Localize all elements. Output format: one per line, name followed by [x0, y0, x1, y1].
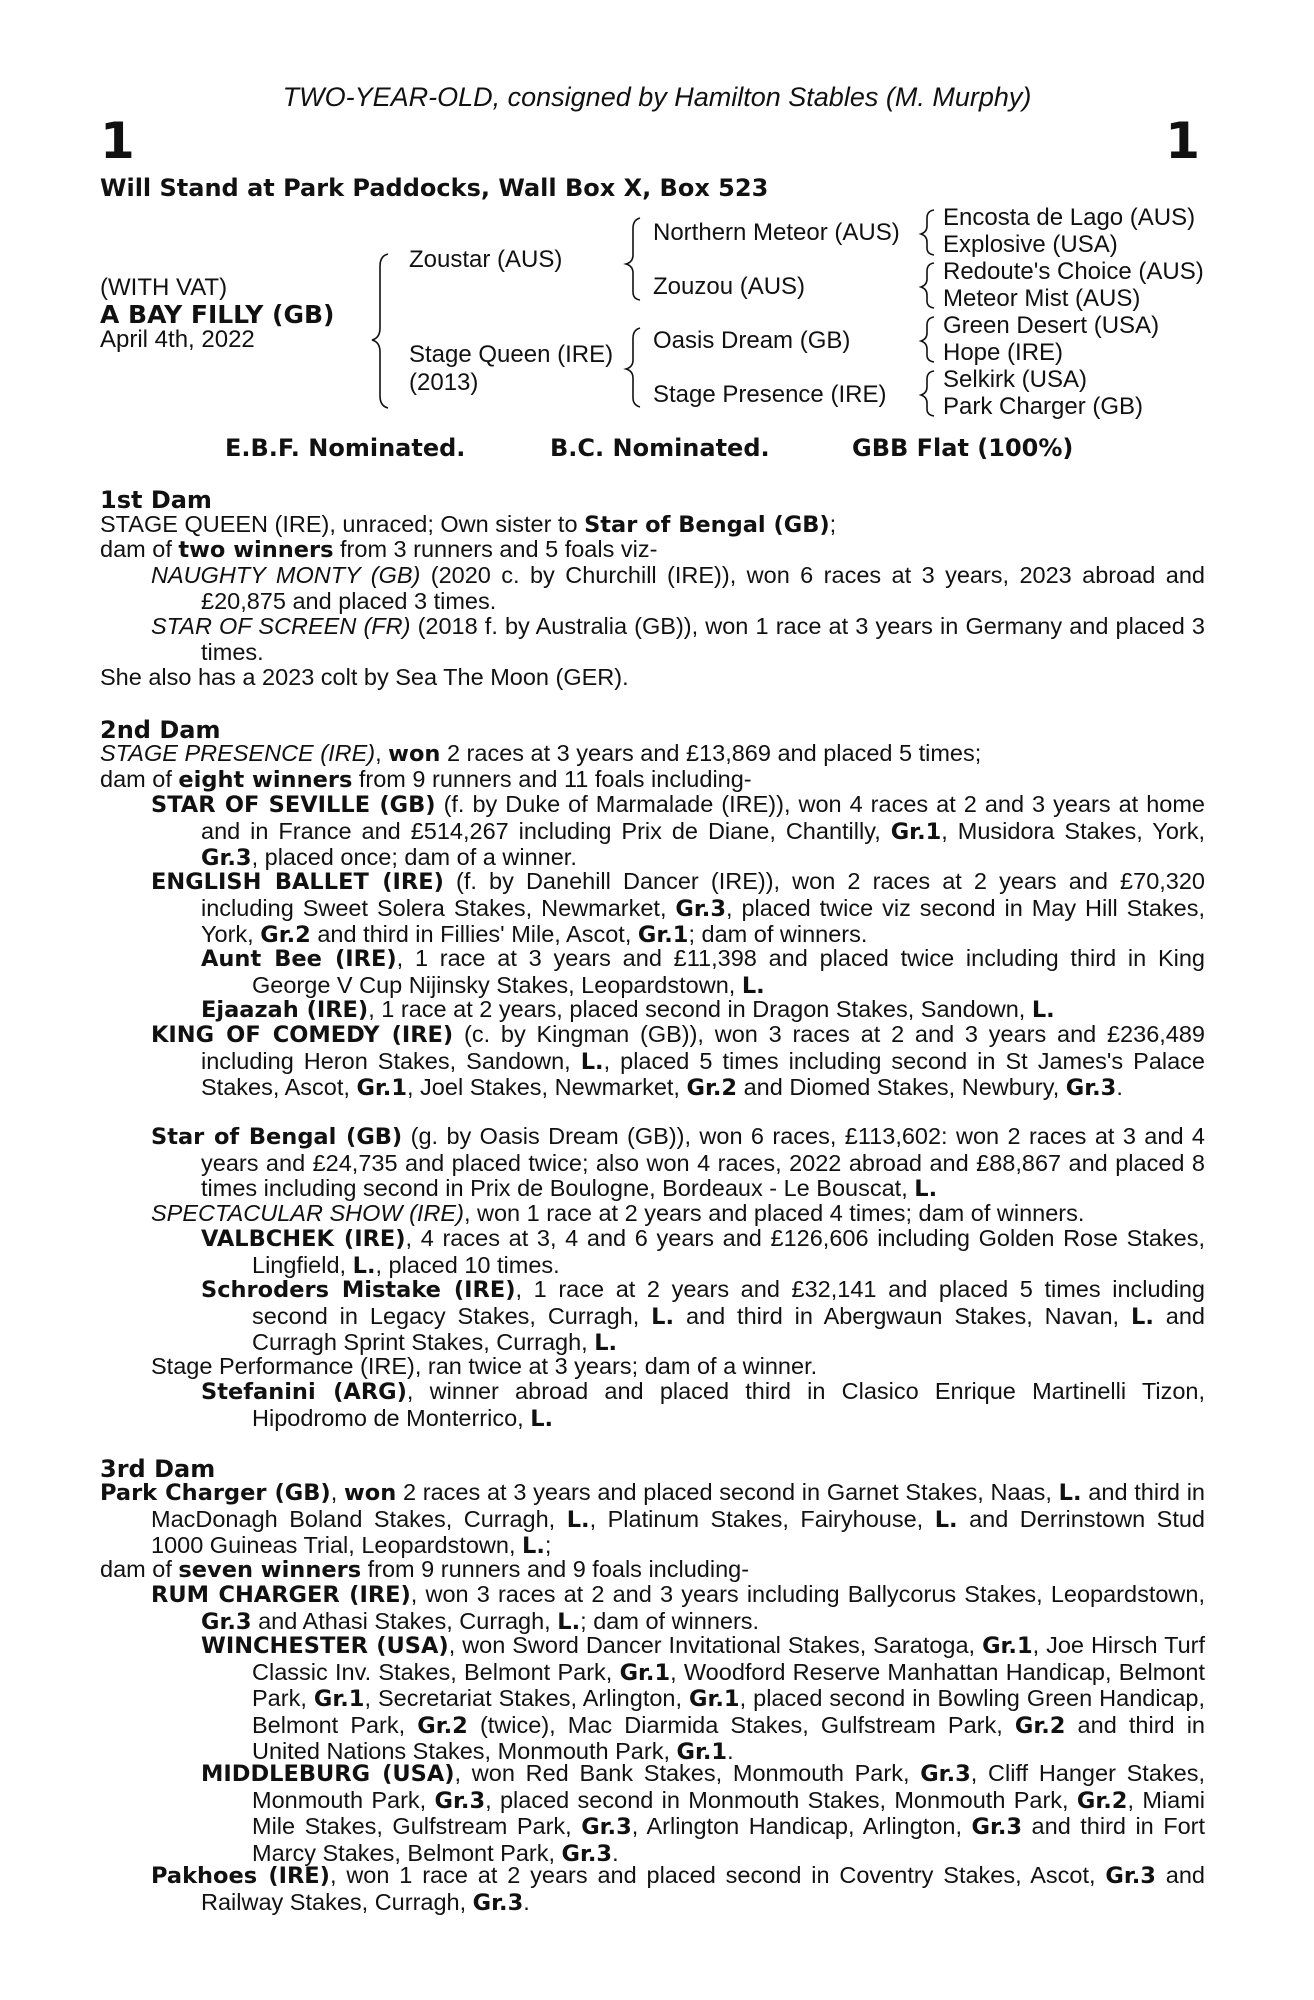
- consignment-line: TWO-YEAR-OLD, consigned by Hamilton Stables (M. Murphy): [282, 82, 1032, 112]
- third-dam-heading: 3rd Dam: [100, 1455, 216, 1483]
- foaling-date: April 4th, 2022: [100, 326, 255, 353]
- vat-label: (WITH VAT): [100, 274, 228, 301]
- para-td4: WINCHESTER (USA), won Sword Dancer Invitational Stakes, Saratoga, Gr.1, Joe Hirsch Turf Classic Inv. Stakes, Belmont Park, Gr.1, Woodford Reserve Manhattan Handicap, Belmont Park, Gr.1, Secretariat Stakes, Arlington, Gr.1, placed second in Bowling Green Handicap, Belmont Park, Gr.2 (twice), Mac Diarmida Stakes, Gulfstream Park, Gr.2 and third in United Nations Stakes, Monmouth Park, Gr.1.: [201, 1632, 1205, 1766]
- ggp-3: Redoute's Choice (AUS): [943, 258, 1204, 285]
- second-dam-heading: 2nd Dam: [100, 716, 221, 744]
- lot-number-right: 1: [1165, 112, 1200, 170]
- sire-dam-name: Zouzou (AUS): [653, 273, 806, 300]
- para-sd6: Ejaazah (IRE), 1 race at 2 years, placed second in Dragon Stakes, Sandown, L.: [201, 996, 1055, 1023]
- para-fd3: NAUGHTY MONTY (GB) (2020 c. by Churchill (IRE)), won 6 races at 3 years, 2023 abroad and £20,875 and placed 3 times.: [151, 562, 1205, 614]
- ggp-4: Meteor Mist (AUS): [943, 285, 1141, 312]
- bc-nomination: B.C. Nominated.: [550, 434, 770, 462]
- para-sd13: Stefanini (ARG), winner abroad and placed third in Clasico Enrique Martinelli Tizon, Hipodromo de Monterrico, L.: [201, 1378, 1205, 1432]
- dam-year: (2013): [409, 369, 479, 396]
- para-td6: Pakhoes (IRE), won 1 race at 2 years and placed second in Coventry Stakes, Ascot, Gr.3 and Railway Stakes, Curragh, Gr.3.: [151, 1862, 1205, 1916]
- para-td3: RUM CHARGER (IRE), won 3 races at 2 and 3 years including Ballycorus Stakes, Leopardstown, Gr.3 and Athasi Stakes, Curragh, L.; dam of winners.: [151, 1581, 1205, 1635]
- para-sd12: Stage Performance (IRE), ran twice at 3 years; dam of a winner.: [151, 1353, 818, 1379]
- para-fd1: STAGE QUEEN (IRE), unraced; Own sister to Star of Bengal (GB);: [100, 511, 837, 538]
- sire-name: Zoustar (AUS): [409, 246, 563, 273]
- para-sd3: STAR OF SEVILLE (GB) (f. by Duke of Marmalade (IRE)), won 4 races at 2 and 3 years at home and in France and £514,267 including Prix de Diane, Chantilly, Gr.1, Musidora Stakes, York, Gr.3, placed once; dam of a winner.: [151, 791, 1205, 872]
- para-sd10: VALBCHEK (IRE), 4 races at 3, 4 and 6 years and £126,606 including Golden Rose Stakes, Lingfield, L., placed 10 times.: [201, 1225, 1205, 1279]
- para-sd5: Aunt Bee (IRE), 1 race at 3 years and £11,398 and placed twice including third in King George V Cup Nijinsky Stakes, Leopardstown, L.: [201, 945, 1205, 999]
- para-sd4: ENGLISH BALLET (IRE) (f. by Danehill Dancer (IRE)), won 2 races at 2 years and £70,320 including Sweet Solera Stakes, Newmarket, Gr.3, placed twice viz second in May Hill Stakes, York, Gr.2 and third in Fillies' Mile, Ascot, Gr.1; dam of winners.: [151, 868, 1205, 949]
- lot-number-left: 1: [100, 112, 135, 170]
- ggp-6: Hope (IRE): [943, 339, 1064, 366]
- para-sd9: SPECTACULAR SHOW (IRE), won 1 race at 2 years and placed 4 times; dam of winners.: [151, 1200, 1085, 1226]
- ggp-2: Explosive (USA): [943, 231, 1118, 258]
- para-td1: Park Charger (GB), won 2 races at 3 years and placed second in Garnet Stakes, Naas, L. and third in MacDonagh Boland Stakes, Curragh, L., Platinum Stakes, Fairyhouse, L. and Derrinstown Stud 1000 Guineas Trial, Leopardstown, L.;: [100, 1479, 1205, 1560]
- para-sd7: KING OF COMEDY (IRE) (c. by Kingman (GB)), won 3 races at 2 and 3 years and £236,489 including Heron Stakes, Sandown, L., placed 5 times including second in St James's Palace Stakes, Ascot, Gr.1, Joel Stakes, Newmarket, Gr.2 and Diomed Stakes, Newbury, Gr.3.: [151, 1021, 1206, 1102]
- para-sd8: Star of Bengal (GB) (g. by Oasis Dream (GB)), won 6 races, £113,602: won 2 races at 3 and 4 years and £24,735 and placed twice; also won 4 races, 2022 abroad and £88,867 and placed 8 times including second in Prix de Boulogne, Bordeaux - Le Bouscat, L.: [151, 1123, 1205, 1203]
- para-td5: MIDDLEBURG (USA), won Red Bank Stakes, Monmouth Park, Gr.3, Cliff Hanger Stakes, Monmouth Park, Gr.3, placed second in Monmouth Stakes, Monmouth Park, Gr.2, Miami Mile Stakes, Gulfstream Park, Gr.3, Arlington Handicap, Arlington, Gr.3 and third in Fort Marcy Stakes, Belmont Park, Gr.3.: [201, 1760, 1206, 1867]
- horse-name: A BAY FILLY (GB): [100, 300, 335, 329]
- ggp-1: Encosta de Lago (AUS): [943, 204, 1196, 231]
- para-td2: dam of seven winners from 9 runners and 9 foals including-: [100, 1556, 750, 1583]
- para-fd4: STAR OF SCREEN (FR) (2018 f. by Australia (GB)), won 1 race at 3 years in Germany and placed 3 times.: [151, 613, 1206, 665]
- stand-location: Will Stand at Park Paddocks, Wall Box X, Box 523: [100, 174, 769, 202]
- dam-name: Stage Queen (IRE): [409, 341, 614, 368]
- ggp-8: Park Charger (GB): [943, 393, 1144, 420]
- dam-dam-name: Stage Presence (IRE): [653, 381, 887, 408]
- ggp-5: Green Desert (USA): [943, 312, 1160, 339]
- dam-sire-name: Oasis Dream (GB): [653, 327, 851, 354]
- first-dam-heading: 1st Dam: [100, 486, 212, 514]
- ggp-7: Selkirk (USA): [943, 366, 1088, 393]
- para-sd11: Schroders Mistake (IRE), 1 race at 2 years and £32,141 and placed 5 times including second in Legacy Stakes, Curragh, L. and third in Abergwaun Stakes, Navan, L. and Curragh Sprint Stakes, Curragh, L.: [201, 1276, 1205, 1357]
- para-fd2: dam of two winners from 3 runners and 5 foals viz-: [100, 536, 658, 563]
- sire-sire-name: Northern Meteor (AUS): [653, 219, 900, 246]
- ebf-nomination: E.B.F. Nominated.: [225, 434, 466, 462]
- para-fd5: She also has a 2023 colt by Sea The Moon (GER).: [100, 664, 629, 690]
- para-sd2: dam of eight winners from 9 runners and 11 foals including-: [100, 766, 752, 793]
- para-sd1: STAGE PRESENCE (IRE), won 2 races at 3 years and £13,869 and placed 5 times;: [100, 740, 982, 767]
- gbb-flat: GBB Flat (100%): [852, 434, 1074, 462]
